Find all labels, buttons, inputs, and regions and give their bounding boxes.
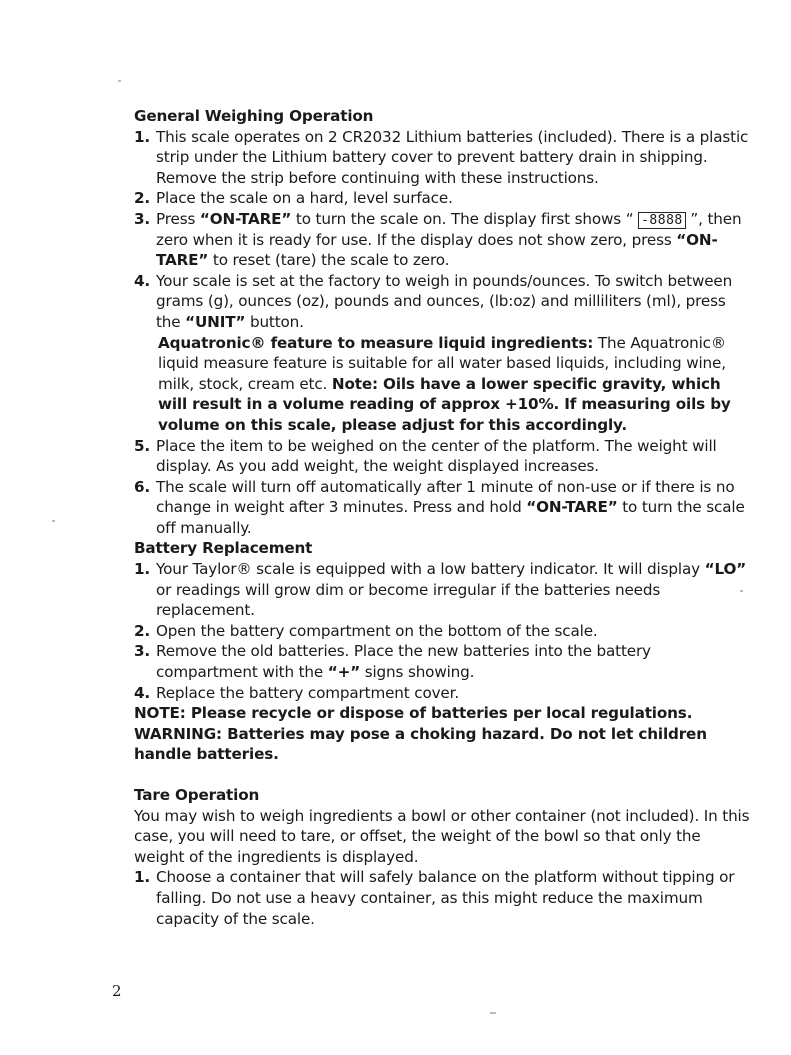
battery-step-4: 4. Replace the battery compartment cover. [134,683,459,702]
battery-heading: Battery Replacement [134,539,313,558]
recycle-note: NOTE: Please recycle or dispose of batteries per local regulations. [134,704,693,723]
choking-warning: WARNING: Batteries may pose a choking hazard. Do not let children handle batteries. [134,724,707,764]
tare-step-1: 1. Choose a container that will safely balance on the platform without tipping or falling. Do not use a heavy container, as this might reduce the maximum capacity of the scale. [134,868,735,928]
general-step-6: 6. The scale will turn off automatically after 1 minute of non-use or if there is no change in weight after 3 minutes. Press and hold “ON-TARE” to turn the scale off manually. [134,477,745,537]
manual-page [134,106,754,929]
lcd-display-icon: -8888 [638,212,686,229]
general-step-4: 4. Your scale is set at the factory to weigh in pounds/ounces. To switch between grams (g), ounces (oz), pounds and ounces, (lb:oz) and milliliters (ml), press the “UNIT” button. [134,271,733,331]
battery-step-1: 1. Your Taylor® scale is equipped with a low battery indicator. It will display “LO” or readings will grow dim or become irregular if the batteries needs replacement. [134,560,747,620]
general-step-1: 1. This scale operates on 2 CR2032 Lithium batteries (included). There is a plastic strip under the Lithium battery cover to prevent battery drain in shipping. Remove the strip before continuing with these instructions. [134,127,749,187]
battery-step-3: 3. Remove the old batteries. Place the new batteries into the battery compartment with the “+” signs showing. [134,642,651,682]
battery-step-2: 2. Open the battery compartment on the bottom of the scale. [134,621,598,640]
general-step-5: 5. Place the item to be weighed on the center of the platform. The weight will display. As you add weight, the weight displayed increases. [134,436,717,476]
tare-heading: Tare Operation [134,786,260,804]
general-heading: General Weighing Operation [134,107,374,125]
tare-intro: You may wish to weigh ingredients a bowl or other container (not included). In this case, you will need to tare, or offset, the weight of the bowl so that only the weight of the ingredients is displayed. [134,806,750,866]
general-step-3: 3. Press “ON-TARE” to turn the scale on. The display first shows “ -8888 ”, then zero when it is ready for use. If the display does not show zero, press “ON-TARE” to reset (tare) the scale to zero. [134,209,742,270]
page-number: 2 [112,982,122,1000]
aquatronic-note: Aquatronic® feature to measure liquid ingredients: The Aquatronic® liquid measure feature is suitable for all water based liquids, including wine, milk, stock, cream etc. Note: Oils have a lower specific gravity, which will result in a volume reading of approx +10%. If measuring oils by volume on this scale, please adjust for this accordingly. [158,333,731,434]
general-step-2: 2. Place the scale on a hard, level surface. [134,189,453,208]
